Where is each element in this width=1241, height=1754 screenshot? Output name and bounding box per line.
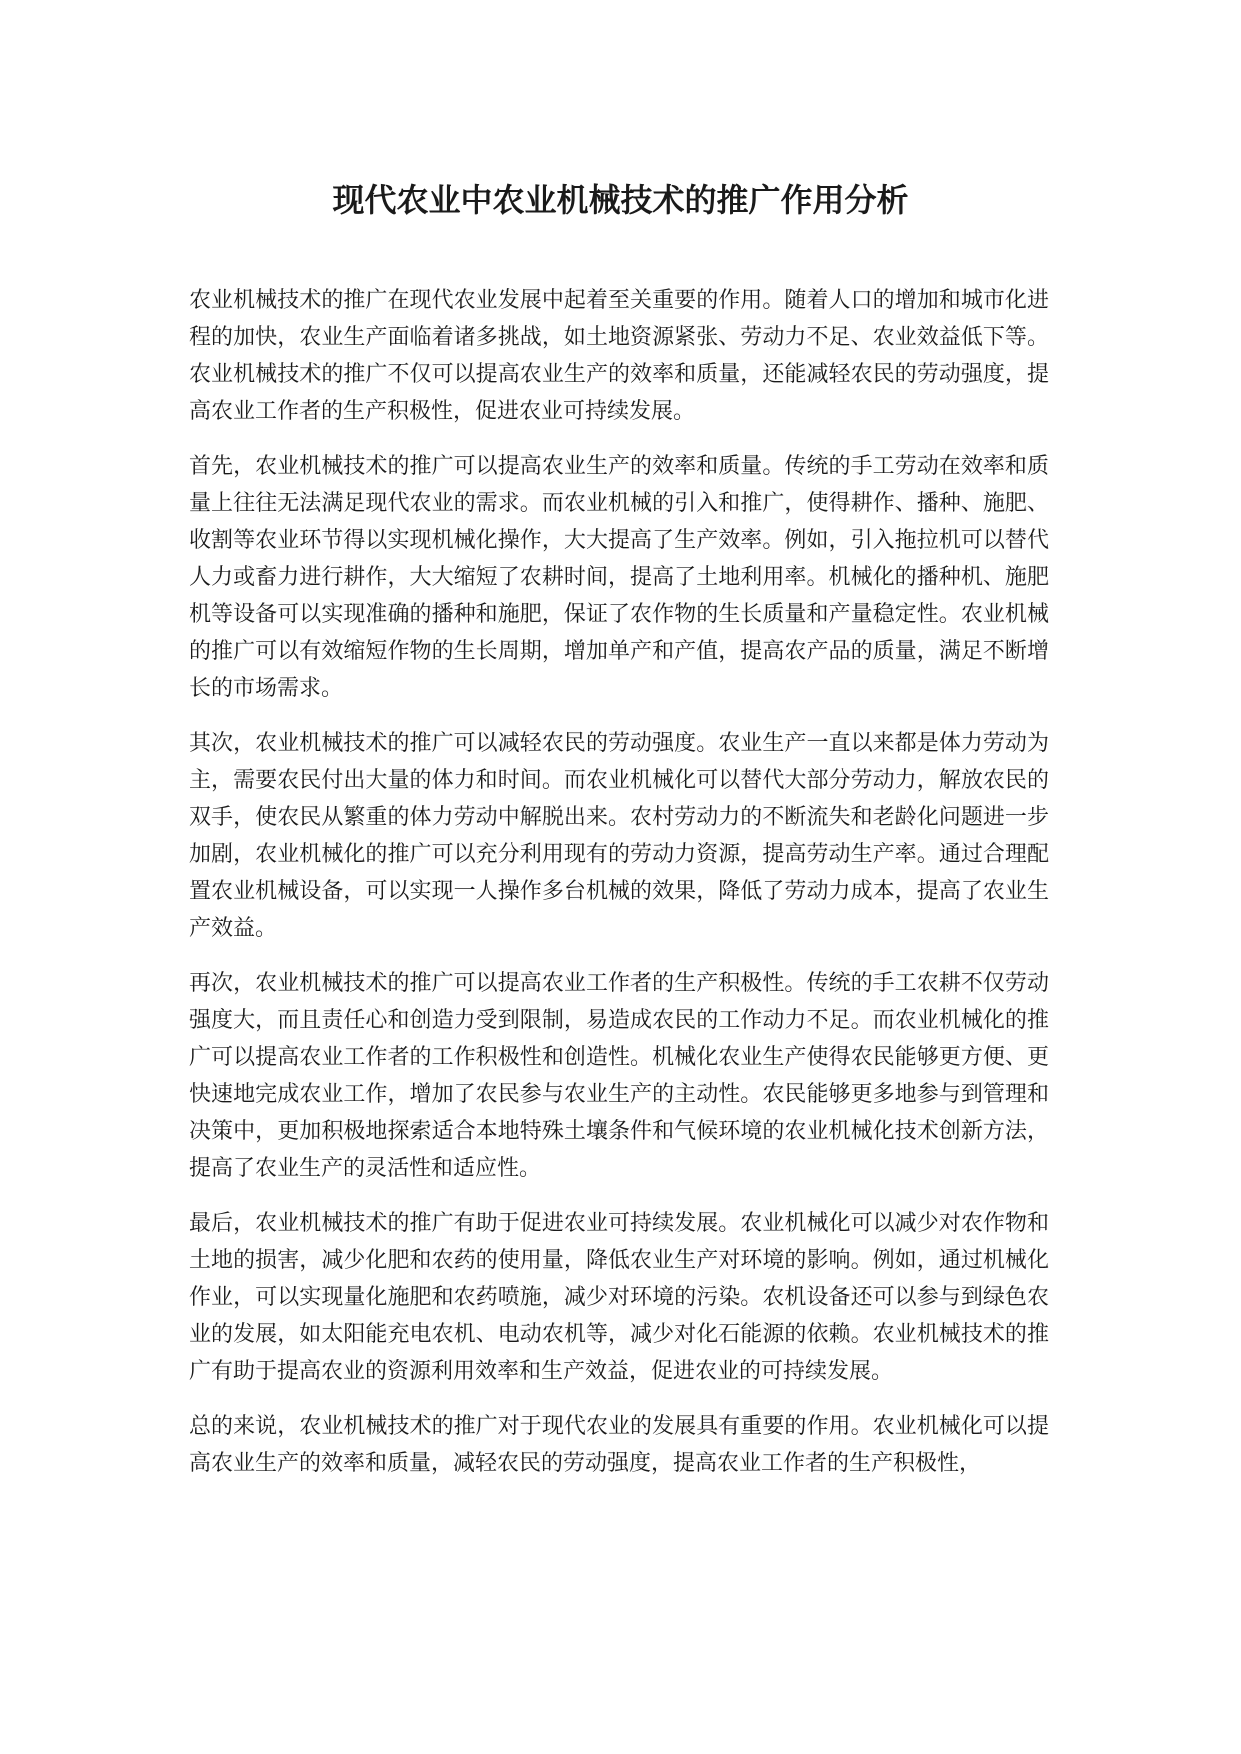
paragraph-sustainability: 最后，农业机械技术的推广有助于促进农业可持续发展。农业机械化可以减少对农作物和土地的损害，减少化肥和农药的使用量，降低农业生产对环境的影响。例如，通过机械化作业，可以实现量化施肥和农药喷施，减少对环境的污染。农机设备还可以参与到绿色农业的发展，如太阳能充电农机、电动农机等，减少对化石能源的依赖。农业机械技术的推广有助于提高农业的资源利用效率和生产效益，促进农业的可持续发展。 (189, 1211, 1049, 1384)
paragraph-motivation: 再次，农业机械技术的推广可以提高农业工作者的生产积极性。传统的手工农耕不仅劳动强度大，而且责任心和创造力受到限制，易造成农民的工作动力不足。而农业机械化的推广可以提高农业工作者的工作积极性和创造性。机械化农业生产使得农民能够更方便、更快速地完成农业工作，增加了农民参与农业生产的主动性。农民能够更多地参与到管理和决策中，更加积极地探索适合本地特殊土壤条件和气候环境的农业机械化技术创新方法，提高了农业生产的灵活性和适应性。 (189, 971, 1049, 1181)
document-title: 现代农业中农业机械技术的推广作用分析 (332, 181, 909, 219)
paragraph-labor: 其次，农业机械技术的推广可以减轻农民的劳动强度。农业生产一直以来都是体力劳动为主，需要农民付出大量的体力和时间。而农业机械化可以替代大部分劳动力，解放农民的双手，使农民从繁重的体力劳动中解脱出来。农村劳动力的不断流失和老龄化问题进一步加剧，农业机械化的推广可以充分利用现有的劳动力资源，提高劳动生产率。通过合理配置农业机械设备，可以实现一人操作多台机械的效果，降低了劳动力成本，提高了农业生产效益。 (189, 731, 1049, 941)
paragraph-efficiency: 首先，农业机械技术的推广可以提高农业生产的效率和质量。传统的手工劳动在效率和质量上往往无法满足现代农业的需求。而农业机械的引入和推广，使得耕作、播种、施肥、收割等农业环节得以实现机械化操作，大大提高了生产效率。例如，引入拖拉机可以替代人力或畜力进行耕作，大大缩短了农耕时间，提高了土地利用率。机械化的播种机、施肥机等设备可以实现准确的播种和施肥，保证了农作物的生长质量和产量稳定性。农业机械的推广可以有效缩短作物的生长周期，增加单产和产值，提高农产品的质量，满足不断增长的市场需求。 (189, 454, 1049, 701)
paragraph-conclusion: 总的来说，农业机械技术的推广对于现代农业的发展具有重要的作用。农业机械化可以提高农业生产的效率和质量，减轻农民的劳动强度，提高农业工作者的生产积极性， (189, 1414, 1049, 1476)
paragraph-intro: 农业机械技术的推广在现代农业发展中起着至关重要的作用。随着人口的增加和城市化进程的加快，农业生产面临着诸多挑战，如土地资源紧张、劳动力不足、农业效益低下等。农业机械技术的推广不仅可以提高农业生产的效率和质量，还能减轻农民的劳动强度，提高农业工作者的生产积极性，促进农业可持续发展。 (189, 288, 1049, 424)
document-body (189, 282, 1049, 1500)
